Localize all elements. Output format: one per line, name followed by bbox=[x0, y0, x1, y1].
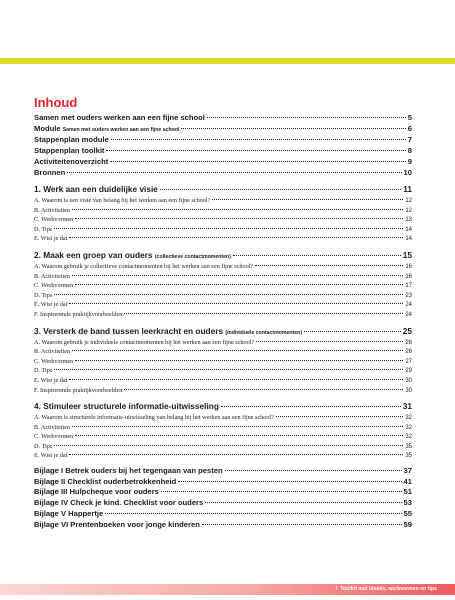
footer-slash: / bbox=[335, 586, 338, 592]
toc-appendix-label: Bijlage III Hulpcheque voor ouders bbox=[34, 487, 159, 497]
dot-leader bbox=[221, 405, 401, 407]
footer-caption bbox=[336, 584, 437, 595]
toc-entry-page: 7 bbox=[407, 135, 412, 144]
toc-entry-label: Module Samen met ouders werken aan een fijne school bbox=[34, 124, 180, 133]
toc-subentry-page: 17 bbox=[405, 283, 412, 290]
toc-subentry[interactable] bbox=[34, 272, 412, 282]
toc-subentry-page: 14 bbox=[405, 236, 412, 243]
toc-chapter-title: 3. Versterk de band tussen leerkracht en ouders (individuele contactmomenten) bbox=[34, 325, 303, 336]
toc-subentry-label: D. Tips bbox=[34, 225, 53, 233]
toc-entry[interactable] bbox=[34, 156, 412, 167]
dot-leader bbox=[72, 349, 403, 351]
toc-subentry-page: 30 bbox=[405, 377, 412, 384]
dot-leader bbox=[205, 501, 401, 503]
toc-subentry-page: 14 bbox=[405, 226, 412, 233]
toc-subentry[interactable] bbox=[34, 413, 412, 423]
toc-subentry-page: 12 bbox=[405, 207, 412, 214]
toc-subentry-label: D. Tips bbox=[34, 442, 53, 450]
toc-subentry-label: F. Inspirerende praktijkvoorbeelden bbox=[34, 310, 123, 318]
toc-entry-subtitle: Samen met ouders werken aan een fijne school bbox=[62, 127, 180, 133]
toc-chapter-page: 25 bbox=[402, 325, 412, 336]
toc-entry-page: 10 bbox=[403, 168, 412, 177]
dot-leader bbox=[233, 254, 401, 256]
dot-leader bbox=[67, 171, 401, 173]
toc-appendix[interactable] bbox=[34, 498, 412, 509]
toc-subentry-page: 32 bbox=[405, 434, 412, 441]
toc-chapter-title: 4. Stimuleer structurele informatie-uitwisseling bbox=[34, 401, 219, 412]
toc-chapter-note: (collectieve contactmomenten) bbox=[154, 253, 231, 260]
dot-leader bbox=[207, 116, 406, 118]
toc-appendix-label: Bijlage I Betrek ouders bij het tegengaan van pesten bbox=[34, 466, 223, 476]
toc-subentry-label: A. Waarom gebruik je collectieve contactmomenten bij het werken aan een fijne school? bbox=[34, 262, 254, 270]
toc-entry-page: 8 bbox=[407, 146, 412, 155]
toc-entry-page: 5 bbox=[407, 113, 412, 122]
dot-leader bbox=[178, 480, 401, 482]
toc-entry-label: Activiteitenoverzicht bbox=[34, 157, 109, 166]
toc-appendix-page: 53 bbox=[403, 498, 412, 508]
toc-subentry[interactable] bbox=[34, 386, 412, 396]
toc-entry-label: Bronnen bbox=[34, 168, 66, 177]
dot-leader bbox=[69, 236, 403, 238]
toc-appendices bbox=[34, 466, 412, 530]
dot-leader bbox=[255, 264, 403, 266]
toc-appendix[interactable] bbox=[34, 509, 412, 520]
toc-chapter-page: 15 bbox=[402, 249, 412, 260]
toc-subentry[interactable] bbox=[34, 310, 412, 320]
toc-subentry[interactable] bbox=[34, 423, 412, 433]
dot-leader bbox=[75, 217, 403, 219]
toc-subentry-page: 35 bbox=[405, 443, 412, 450]
dot-leader bbox=[276, 415, 403, 417]
toc-subentry[interactable] bbox=[34, 225, 412, 235]
dot-leader bbox=[75, 434, 403, 436]
dot-leader bbox=[72, 274, 403, 276]
toc-subentry-label: C. Werkvormen bbox=[34, 282, 74, 290]
toc-subentry[interactable] bbox=[34, 376, 412, 386]
toc-chapter bbox=[34, 400, 412, 461]
dot-leader bbox=[69, 378, 403, 380]
dot-leader bbox=[54, 227, 403, 229]
toc-subentry-page: 24 bbox=[405, 302, 412, 309]
toc-subentry-page: 26 bbox=[405, 349, 412, 356]
top-accent-band bbox=[0, 58, 455, 64]
dot-leader bbox=[181, 127, 405, 129]
dot-leader bbox=[212, 198, 403, 200]
toc-appendix-label: Bijlage IV Check je kind. Checklist voor ouders bbox=[34, 498, 204, 508]
dot-leader bbox=[202, 523, 402, 525]
toc-subentry-label: C. Werkvormen bbox=[34, 357, 74, 365]
dot-leader bbox=[75, 359, 403, 361]
toc-chapter-heading[interactable] bbox=[34, 183, 412, 196]
toc-subentry-label: B. Activiteiten bbox=[34, 206, 71, 214]
toc-subentry-label: B. Activiteiten bbox=[34, 272, 71, 280]
toc-subentry[interactable] bbox=[34, 300, 412, 310]
toc-subentry[interactable] bbox=[34, 234, 412, 244]
table-of-contents bbox=[34, 95, 412, 530]
toc-chapter bbox=[34, 249, 412, 320]
toc-subentry-label: E. Wist je dat bbox=[34, 452, 68, 460]
toc-subentry-page: 12 bbox=[405, 198, 412, 204]
toc-subentry-label: E. Wist je dat bbox=[34, 376, 68, 384]
toc-subentry[interactable] bbox=[34, 338, 412, 348]
toc-subentry-label: E. Wist je dat bbox=[34, 301, 68, 309]
dot-leader bbox=[54, 293, 403, 295]
toc-subentry[interactable] bbox=[34, 347, 412, 357]
dot-leader bbox=[124, 388, 403, 390]
toc-subentry-label: A. Waarom is een visie van belang bij het werken aan een fijne school? bbox=[34, 197, 211, 204]
toc-subentry-page: 29 bbox=[405, 368, 412, 375]
toc-appendix-page: 55 bbox=[403, 508, 412, 518]
toc-entry[interactable] bbox=[34, 112, 412, 123]
toc-appendix-page: 37 bbox=[403, 466, 412, 476]
toc-subentry[interactable] bbox=[34, 357, 412, 367]
toc-entry-label: Stappenplan toolkit bbox=[34, 146, 105, 155]
toc-subentry-page: 16 bbox=[405, 263, 412, 270]
toc-subentry-label: C. Werkvormen bbox=[34, 433, 74, 441]
toc-subentry[interactable] bbox=[34, 196, 412, 206]
toc-appendix[interactable] bbox=[34, 520, 412, 531]
dot-leader bbox=[304, 330, 401, 332]
toc-subentry-page: 26 bbox=[405, 339, 412, 346]
dot-leader bbox=[225, 469, 402, 471]
toc-appendix-label: Bijlage V Happertje bbox=[34, 508, 104, 518]
toc-chapter-heading[interactable] bbox=[34, 400, 412, 413]
toc-appendix-label: Bijlage II Checklist ouderbetrokkenheid bbox=[34, 476, 177, 486]
toc-chapter-heading[interactable] bbox=[34, 325, 412, 338]
toc-subentry-page: 35 bbox=[405, 453, 412, 460]
toc-subentry-label: B. Activiteiten bbox=[34, 348, 71, 356]
dot-leader bbox=[106, 149, 405, 151]
toc-subentry-label: D. Tips bbox=[34, 291, 53, 299]
toc-subentry[interactable] bbox=[34, 291, 412, 301]
toc-subentry-label: A. Waarom gebruik je individuele contactmomenten bij het werken aan een fijne school? bbox=[34, 338, 255, 346]
dot-leader bbox=[161, 490, 402, 492]
dot-leader bbox=[54, 444, 403, 446]
dot-leader bbox=[256, 340, 403, 342]
toc-entry-page: 9 bbox=[407, 157, 412, 166]
toc-appendix[interactable] bbox=[34, 487, 412, 498]
toc-subentry[interactable] bbox=[34, 432, 412, 442]
toc-subentry-label: D. Tips bbox=[34, 367, 53, 375]
dot-leader bbox=[72, 425, 403, 427]
dot-leader bbox=[105, 512, 401, 514]
toc-entry[interactable] bbox=[34, 123, 412, 134]
toc-appendix-page: 51 bbox=[403, 487, 412, 497]
toc-entry[interactable] bbox=[34, 134, 412, 145]
toc-entry-label: Stappenplan module bbox=[34, 135, 109, 144]
toc-subentry-page: 24 bbox=[405, 311, 412, 318]
toc-entry[interactable] bbox=[34, 167, 412, 178]
toc-chapter-page: 31 bbox=[402, 401, 412, 412]
toc-subentry-page: 32 bbox=[405, 415, 412, 422]
toc-entry-label: Samen met ouders werken aan een fijne school bbox=[34, 113, 205, 122]
toc-chapter bbox=[34, 325, 412, 396]
toc-entry[interactable] bbox=[34, 145, 412, 156]
toc-subentry-label: C. Werkvormen bbox=[34, 216, 74, 224]
toc-chapter-title: 1. Werk aan een duidelijke visie bbox=[34, 184, 158, 194]
dot-leader bbox=[110, 160, 405, 162]
toc-subentry[interactable] bbox=[34, 206, 412, 216]
toc-subentry-page: 32 bbox=[405, 424, 412, 431]
toc-chapter-title: 2. Maak een groep van ouders (collectieve contactmomenten) bbox=[34, 249, 231, 260]
toc-subentry-page: 13 bbox=[405, 217, 412, 224]
toc-top-entries bbox=[34, 112, 412, 178]
dot-leader bbox=[75, 283, 403, 285]
toc-subentry[interactable] bbox=[34, 442, 412, 452]
toc-chapter-page: 11 bbox=[403, 184, 412, 194]
toc-appendix-label: Bijlage VI Prentenboeken voor jonge kinderen bbox=[34, 519, 200, 529]
toc-subentry-page: 30 bbox=[405, 387, 412, 394]
toc-appendix-page: 41 bbox=[403, 476, 412, 486]
dot-leader bbox=[160, 188, 401, 190]
toc-chapter-note: (individuele contactmomenten) bbox=[225, 329, 303, 336]
footer-band bbox=[0, 584, 455, 595]
toc-entry-page: 6 bbox=[407, 124, 412, 133]
toc-appendix-page: 59 bbox=[403, 519, 412, 529]
toc-subentry-label: F. Inspirerende praktijkvoorbeelden bbox=[34, 386, 123, 394]
toc-subentry-page: 27 bbox=[405, 358, 412, 365]
dot-leader bbox=[54, 368, 403, 370]
dot-leader bbox=[69, 302, 403, 304]
toc-subentry-label: A. Waarom is structurele informatie-uitwisseling van belang bij het werken aan een fijne school? bbox=[34, 414, 274, 422]
dot-leader bbox=[111, 138, 406, 140]
toc-subentry-page: 16 bbox=[405, 273, 412, 280]
toc-subentry-label: B. Activiteiten bbox=[34, 423, 71, 431]
toc-appendix[interactable] bbox=[34, 477, 412, 488]
footer-title: Toolkit met ideeën, werkvormen en tips bbox=[340, 586, 437, 592]
dot-leader bbox=[124, 312, 403, 314]
toc-subentry[interactable] bbox=[34, 366, 412, 376]
toc-subentry[interactable] bbox=[34, 281, 412, 291]
dot-leader bbox=[72, 208, 403, 210]
toc-subentry[interactable] bbox=[34, 262, 412, 272]
toc-appendix[interactable] bbox=[34, 466, 412, 477]
toc-chapter bbox=[34, 183, 412, 244]
toc-subentry[interactable] bbox=[34, 451, 412, 461]
toc-subentry-label: E. Wist je dat bbox=[34, 235, 68, 243]
toc-subentry-page: 23 bbox=[405, 292, 412, 299]
toc-title: Inhoud bbox=[34, 95, 78, 110]
toc-chapter-heading[interactable] bbox=[34, 249, 412, 262]
toc-subentry[interactable] bbox=[34, 215, 412, 225]
dot-leader bbox=[69, 453, 403, 455]
